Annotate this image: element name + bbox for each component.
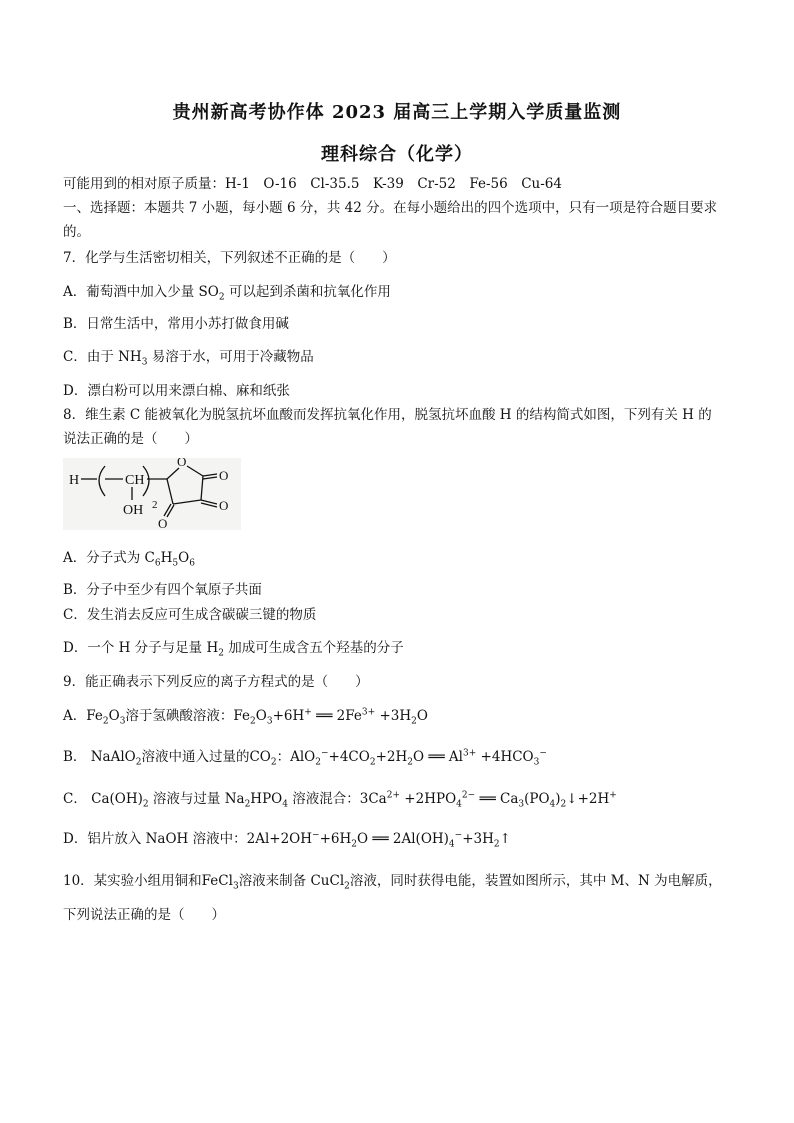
q9-option-a: A．$Fe_2O_3$溶于氢碘酸溶液：$Fe_2O_3+6H^+$ ══ $2Fe^{3+} +3H_2O$ xyxy=(63,707,428,727)
struct-h-label: H xyxy=(69,473,80,488)
q8-stem-line1: 8．维生素 C 能被氧化为脱氢抗坏血酸而发挥抗氧化作用，脱氢抗坏血酸 H 的结构简式如图，下列有关 H 的 xyxy=(63,407,712,423)
exam-title: 贵州新高考协作体 2023 届高三上学期入学质量监测 xyxy=(172,102,622,123)
q9-option-d: D．铝片放入 NaOH 溶液中：$2Al+2OH^-+6H_2O$ ══ $2Al(OH)_4^-+3H_2↑$ xyxy=(63,830,511,850)
struct-carbonyl-oxygen-1: O xyxy=(219,468,229,483)
q9-option-c: C． $Ca(OH)_2$ 溶液与过量 $Na_2HPO_4$ 溶液混合：$3Ca^{2+} +2HPO_4^{2-}$ ══ $Ca_3(PO_4)_2↓+2H^+$ xyxy=(63,790,617,810)
q9-stem: 9．能正确表示下列反应的离子方程式的是（ ） xyxy=(63,674,369,690)
dehydroascorbic-acid-structure xyxy=(63,458,241,530)
struct-co-bond-3b xyxy=(167,505,174,517)
q7-option-d: D．漂白粉可以用来漂白棉、麻和纸张 xyxy=(63,383,290,399)
struct-ring-bond-5 xyxy=(167,479,173,504)
q8-option-d: D．一个 H 分子与足量 $H_2$ 加成可生成含五个羟基的分子 xyxy=(63,640,404,659)
q8-stem-line2: 说法正确的是（ ） xyxy=(63,431,198,447)
exam-subtitle: 理科综合（化学） xyxy=(321,144,473,165)
q8-option-b: B．分子中至少有四个氧原子共面 xyxy=(63,582,262,598)
struct-repeat-count: 2 xyxy=(152,499,158,511)
struct-co-bond-1b xyxy=(203,477,217,479)
q8-option-a: A．分子式为 $C_6H_5O_6$ xyxy=(63,550,195,569)
struct-co-bond-1a xyxy=(203,474,217,476)
struct-carbonyl-oxygen-3: O xyxy=(158,516,168,530)
struct-oh-label: OH xyxy=(123,503,144,518)
struct-paren-left xyxy=(99,466,105,496)
q8-option-c: C．发生消去反应可生成含碳碳三键的物质 xyxy=(63,607,317,623)
q10-stem-line2: 下列说法正确的是（ ） xyxy=(63,907,225,923)
struct-co-bond-3a xyxy=(164,504,171,516)
struct-carbonyl-oxygen-2: O xyxy=(219,498,229,513)
struct-ch-label: CH xyxy=(125,473,145,488)
section-instructions-line1: 一、选择题：本题共 7 小题，每小题 6 分，共 42 分。在每小题给出的四个选项中，只有一项是符合题目要求 xyxy=(63,200,718,216)
structure-formula-svg xyxy=(63,458,241,530)
struct-ring-oxygen: O xyxy=(177,458,187,469)
struct-ring-bond-1 xyxy=(167,468,179,479)
atomic-masses: 可能用到的相对原子质量：H-1 O-16 Cl-35.5 K-39 Cr-52 Fe-56 Cu-64 xyxy=(63,176,562,192)
q7-option-c: C．由于 $NH_3$ 易溶于水，可用于冷藏物品 xyxy=(63,349,314,368)
q9-option-b: B． NaAlO$_2$溶液中通入过量的$CO_2$：$AlO_2^-+4CO_2+2H_2O$ ══ $Al^{3+} +4HCO_3^-$ xyxy=(63,748,547,768)
struct-ring-bond-4 xyxy=(173,500,201,504)
q7-stem: 7．化学与生活密切相关，下列叙述不正确的是（ ） xyxy=(63,250,396,266)
q7-option-b: B．日常生活中，常用小苏打做食用碱 xyxy=(63,316,289,332)
section-instructions-line2: 的。 xyxy=(63,224,90,240)
struct-ring-bond-2 xyxy=(187,466,203,476)
struct-ring-bond-3 xyxy=(201,476,203,500)
q7-option-a: A．葡萄酒中加入少量 $SO_2$ 可以起到杀菌和抗氧化作用 xyxy=(63,284,391,303)
q10-stem-line1: 10．某实验小组用铜和FeCl$_3$溶液来制备 CuCl$_2$溶液，同时获得电能，装置如图所示，其中 M、N 为电解质， xyxy=(63,873,722,892)
